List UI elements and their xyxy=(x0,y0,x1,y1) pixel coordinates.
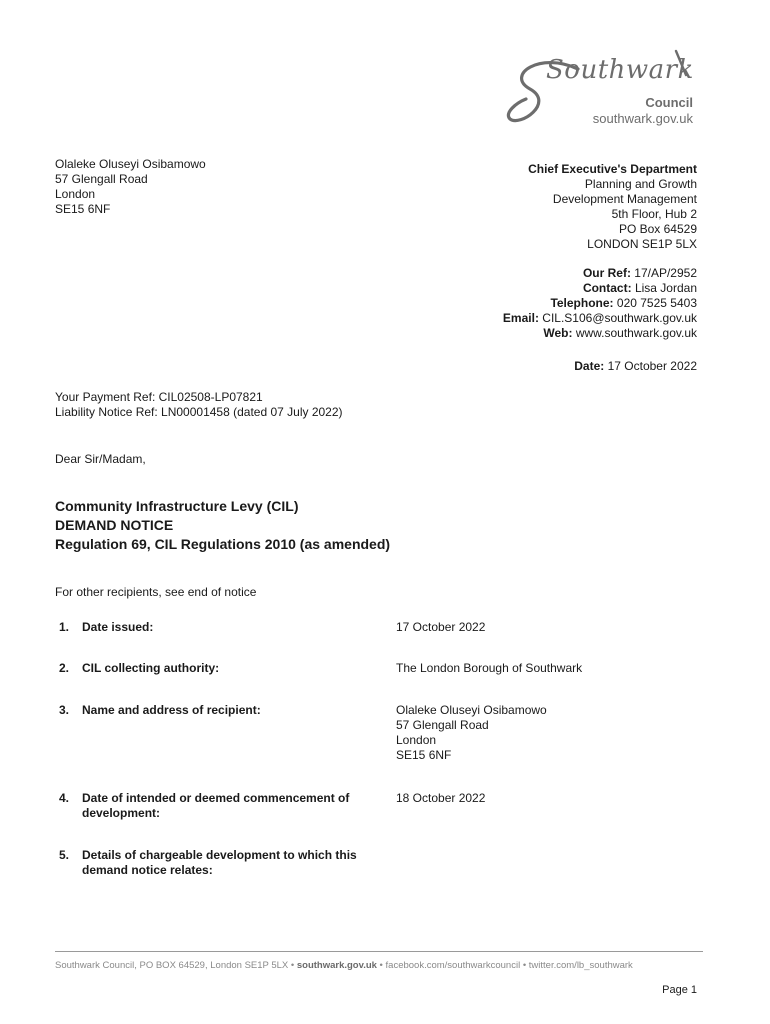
telephone-line xyxy=(503,296,697,311)
item-value-line: London xyxy=(396,733,437,747)
our-ref-value: 17/AP/2952 xyxy=(634,266,697,280)
letter-date xyxy=(574,359,697,374)
item-label: Details of chargeable development to which this demand notice relates: xyxy=(82,848,357,877)
item-value-line: 18 October 2022 xyxy=(396,791,486,805)
web-value[interactable]: www.southwark.gov.uk xyxy=(575,326,697,340)
item-number: 3. xyxy=(59,703,70,717)
contact-line xyxy=(503,281,697,296)
item-value-line: 17 October 2022 xyxy=(396,620,486,634)
item-label: CIL collecting authority: xyxy=(82,661,220,675)
item-number: 1. xyxy=(59,620,70,634)
department-address xyxy=(528,162,697,252)
other-recipients-note: For other recipients, see end of notice xyxy=(55,585,257,599)
reference-details xyxy=(503,266,697,341)
item-value xyxy=(396,703,547,763)
title-line-1: Community Infrastructure Levy (CIL) xyxy=(55,498,299,514)
footer-social: • facebook.com/southwarkcouncil • twitter.com/lb_southwark xyxy=(376,960,633,971)
contact-value: Lisa Jordan xyxy=(634,281,697,295)
payment-ref: Your Payment Ref: CIL02508-LP07821 xyxy=(55,390,263,404)
item-label: Date of intended or deemed commencement of development: xyxy=(82,791,350,820)
item-number: 5. xyxy=(59,848,70,862)
email-value[interactable]: CIL.S106@southwark.gov.uk xyxy=(542,311,697,325)
item-number: 4. xyxy=(59,791,70,805)
date-label: Date: xyxy=(574,359,605,373)
email-label: Email: xyxy=(502,311,539,325)
department-line: Planning and Growth xyxy=(584,177,697,191)
telephone-label: Telephone: xyxy=(550,296,614,310)
department-line: 5th Floor, Hub 2 xyxy=(611,207,697,221)
title-line-3: Regulation 69, CIL Regulations 2010 (as amended) xyxy=(55,536,391,552)
item-value-line: Olaleke Oluseyi Osibamowo xyxy=(396,703,547,717)
item-number: 2. xyxy=(59,661,70,675)
our-ref-label: Our Ref: xyxy=(582,266,631,280)
southwark-logo xyxy=(500,45,705,135)
recipient-postcode: SE15 6NF xyxy=(55,202,111,216)
web-line xyxy=(503,326,697,341)
liability-ref: Liability Notice Ref: LN00001458 (dated 07 July 2022) xyxy=(55,405,343,419)
recipient-street: 57 Glengall Road xyxy=(55,172,148,186)
item-label: Name and address of recipient: xyxy=(82,703,261,717)
web-label: Web: xyxy=(543,326,573,340)
title-line-2: DEMAND NOTICE xyxy=(55,517,174,533)
item-value-line: 57 Glengall Road xyxy=(396,718,489,732)
footer-contact-line xyxy=(55,960,633,971)
logo-website: southwark.gov.uk xyxy=(592,111,693,126)
department-line: PO Box 64529 xyxy=(618,222,697,236)
notice-title xyxy=(55,497,390,554)
item-label: Date issued: xyxy=(82,620,154,634)
email-line xyxy=(503,311,697,326)
payment-references xyxy=(55,390,343,420)
logo-wordmark: Southwark xyxy=(546,55,694,85)
department-line: Development Management xyxy=(552,192,697,206)
recipient-city: London xyxy=(55,187,96,201)
contact-label: Contact: xyxy=(582,281,632,295)
footer-site-link[interactable]: southwark.gov.uk xyxy=(296,960,377,971)
department-name: Chief Executive's Department xyxy=(528,162,697,176)
department-line: LONDON SE1P 5LX xyxy=(587,237,697,251)
item-value xyxy=(396,791,485,806)
item-value xyxy=(396,620,485,635)
date-value: 17 October 2022 xyxy=(607,359,697,373)
logo-subtitle: Council xyxy=(645,95,693,110)
recipient-name: Olaleke Oluseyi Osibamowo xyxy=(55,157,206,171)
our-ref-line xyxy=(503,266,697,281)
item-value-line: The London Borough of Southwark xyxy=(396,661,583,675)
telephone-value: 020 7525 5403 xyxy=(616,296,697,310)
page-number: Page 1 xyxy=(662,984,697,996)
footer-divider xyxy=(55,951,703,952)
recipient-address xyxy=(55,157,206,217)
footer-address: Southwark Council, PO BOX 64529, London SE1P 5LX • xyxy=(55,960,297,971)
salutation: Dear Sir/Madam, xyxy=(55,452,146,466)
item-value xyxy=(396,661,582,676)
item-value-line: SE15 6NF xyxy=(396,748,452,762)
